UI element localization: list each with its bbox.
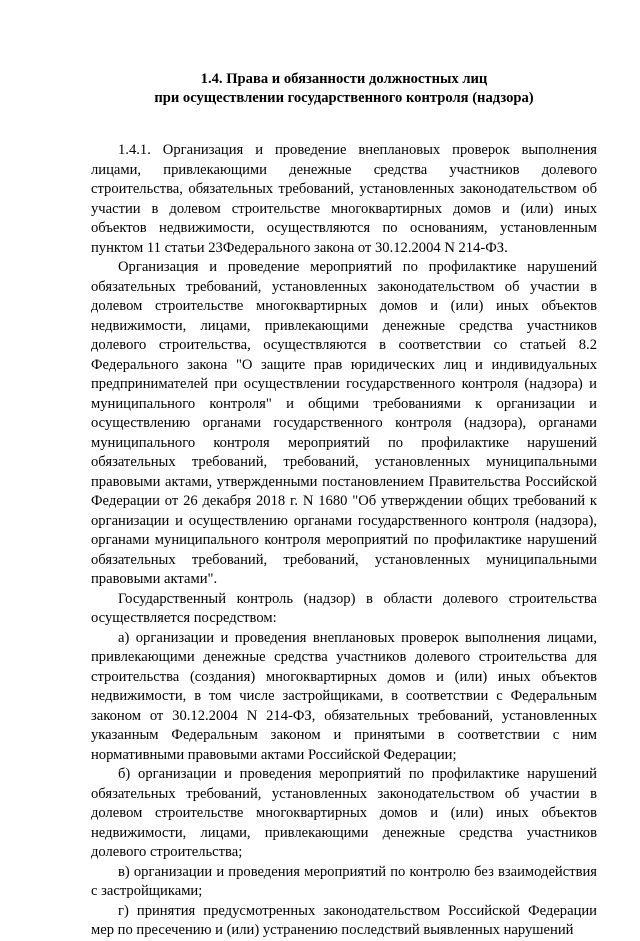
document-body [91, 141, 597, 941]
paragraph-prevention: Организация и проведение мероприятий по профилактике нарушений обязательных требований, установленных законодательством об участии в долевом строительстве многоквартирных домов и (или) иных объектов недвижимости, лицами, привлекающими денежные средства участников долевого строительства, осуществляются в соответствии со статьей 8.2 Федерального закона "О защите прав юридических лиц и индивидуальных предпринимателей при осуществлении государственного контроля (надзора) и муниципального контроля" и общими требованиями к организации и осуществлению органами государственного контроля (надзора), органами муниципального контроля мероприятий по профилактике нарушений обязательных требований, требований, установленных муниципальными правовыми актами, утвержденными постановлением Правительства Российской Федерации от 26 декабря 2018 г. N 1680 "Об утверждении общих требований к организации и осуществлению органами государственного контроля (надзора), органами муниципального контроля мероприятий по профилактике нарушений обязательных требований, требований, установленных муниципальными правовыми актами". [91, 259, 597, 587]
list-item-g: г) принятия предусмотренных законодательством Российской Федерации мер по пресечению и (или) устранению последствий выявленных нарушений [91, 902, 597, 938]
list-item-a: а) организации и проведения внеплановых проверок выполнения лицами, привлекающими денежные средства участников долевого строительства для строительства (создания) многоквартирных домов и (или) иных объектов недвижимости, в том числе застройщиками, в соответствии с Федеральным законом от 30.12.2004 N 214-ФЗ, обязательных требований, установленных указанным Федеральным законом и принятыми в соответствии с ним нормативными правовыми актами Российской Федерации; [91, 629, 597, 763]
document-page [91, 70, 597, 941]
section-heading-line-2: при осуществлении государственного контроля (надзора) [154, 90, 534, 106]
list-item-b: б) организации и проведения мероприятий по профилактике нарушений обязательных требований, установленных законодательством об участии в долевом строительстве многоквартирных домов и (или) иных объектов недвижимости, лицами, привлекающими денежные средства участников долевого строительства; [91, 766, 597, 860]
paragraph-control-means: Государственный контроль (надзор) в области долевого строительства осуществляется посредством: [91, 590, 597, 626]
section-heading [91, 70, 597, 108]
paragraph-1-4-1: 1.4.1. Организация и проведение внеплановых проверок выполнения лицами, привлекающими денежные средства участников долевого строительства, обязательных требований, установленных законодательством об участии в долевом строительстве многоквартирных домов и (или) иных объектов недвижимости, осуществляются по основаниям, установленным пунктом 11 статьи 23Федерального закона от 30.12.2004 N 214-ФЗ. [91, 142, 597, 256]
section-heading-line-1: 1.4. Права и обязанности должностных лиц [200, 71, 488, 87]
list-item-v: в) организации и проведения мероприятий по контролю без взаимодействия с застройщиками; [91, 863, 597, 899]
